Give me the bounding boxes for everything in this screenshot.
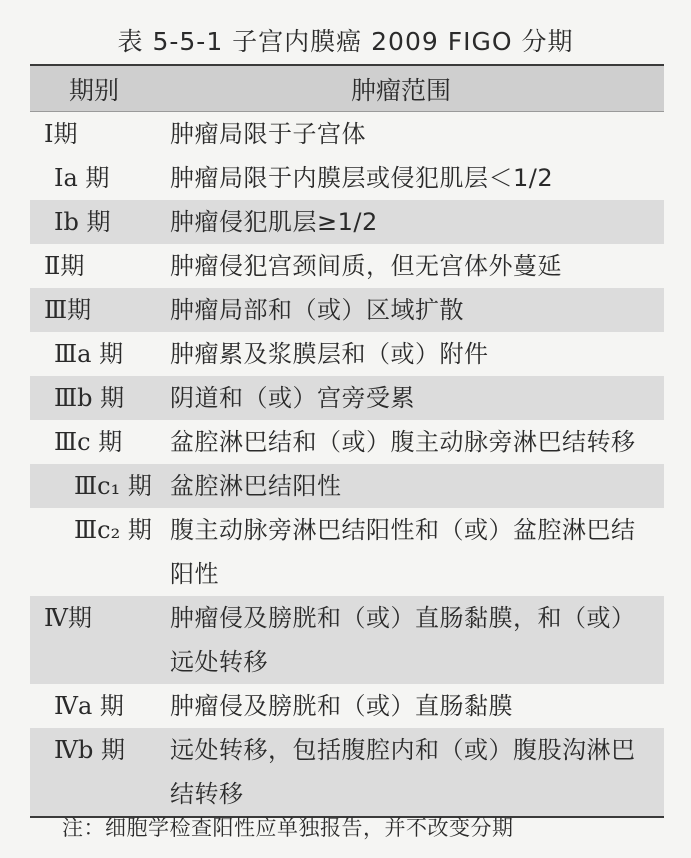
stage-cell: Ⅱ期 xyxy=(44,252,85,280)
scope-cell: 盆腔淋巴结和（或）腹主动脉旁淋巴结转移 xyxy=(170,428,636,456)
scope-cell: 肿瘤局部和（或）区域扩散 xyxy=(170,296,464,324)
table-header-row xyxy=(30,66,664,112)
table-row xyxy=(30,244,664,288)
stage-cell: Ⅳ期 xyxy=(44,604,92,632)
scope-cell: 肿瘤侵及膀胱和（或）直肠黏膜，和（或）远处转移 xyxy=(170,604,636,676)
stage-cell: Ⅲ期 xyxy=(44,296,92,324)
table-row xyxy=(30,684,664,728)
scope-cell: 阴道和（或）宫旁受累 xyxy=(170,384,415,412)
stage-cell: Ⅲc 期 xyxy=(54,428,123,456)
header-scope: 肿瘤范围 xyxy=(350,75,451,105)
scope-cell: 肿瘤局限于内膜层或侵犯肌层＜1/2 xyxy=(170,164,554,192)
footnote: 注：细胞学检查阳性应单独报告，并不改变分期 xyxy=(62,816,514,840)
stage-cell: Ⅳb 期 xyxy=(54,736,125,764)
table-row xyxy=(30,112,664,156)
table-row xyxy=(30,508,664,596)
table-row xyxy=(30,332,664,376)
table-row xyxy=(30,464,664,508)
stage-cell: Ⅲc₁ 期 xyxy=(74,472,152,500)
scope-cell: 远处转移，包括腹腔内和（或）腹股沟淋巴结转移 xyxy=(170,736,636,808)
header-stage: 期别 xyxy=(68,75,119,105)
stage-cell: Ⅰb 期 xyxy=(54,208,111,236)
table-row xyxy=(30,200,664,244)
stage-cell: Ⅰa 期 xyxy=(54,164,110,192)
table-row xyxy=(30,728,664,816)
scope-cell: 肿瘤累及浆膜层和（或）附件 xyxy=(170,340,489,368)
scope-cell: 盆腔淋巴结阳性 xyxy=(170,472,342,500)
figo-staging-table xyxy=(30,64,664,818)
table-body xyxy=(30,112,664,816)
scope-cell: 肿瘤侵犯肌层≥1/2 xyxy=(170,208,378,236)
table-row xyxy=(30,288,664,332)
scope-cell: 肿瘤侵犯宫颈间质，但无宫体外蔓延 xyxy=(170,252,562,280)
stage-cell: Ⅲb 期 xyxy=(54,384,125,412)
stage-cell: Ⅲa 期 xyxy=(54,340,124,368)
table-row xyxy=(30,156,664,200)
table-row xyxy=(30,376,664,420)
table-title: 表 5-5-1 子宫内膜癌 2009 FIGO 分期 xyxy=(117,27,574,56)
scope-cell: 肿瘤侵及膀胱和（或）直肠黏膜 xyxy=(170,692,513,720)
stage-cell: Ⅰ期 xyxy=(44,120,78,148)
scope-cell: 腹主动脉旁淋巴结阳性和（或）盆腔淋巴结阳性 xyxy=(170,516,636,588)
scope-cell: 肿瘤局限于子宫体 xyxy=(170,120,366,148)
stage-cell: Ⅲc₂ 期 xyxy=(74,516,152,544)
table-row xyxy=(30,596,664,684)
stage-cell: Ⅳa 期 xyxy=(54,692,124,720)
table-row xyxy=(30,420,664,464)
